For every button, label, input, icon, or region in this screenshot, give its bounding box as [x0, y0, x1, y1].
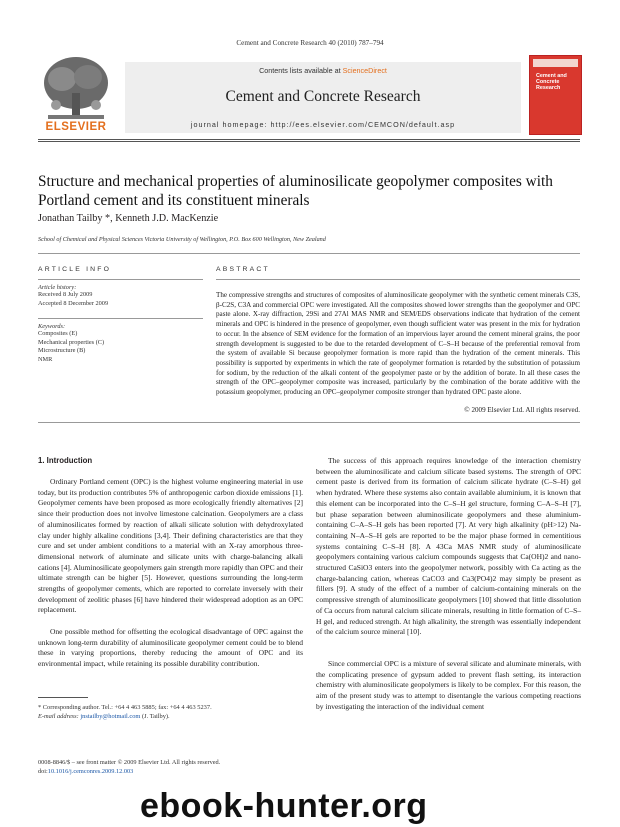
abstract-text: The compressive strengths and structures of composites of aluminosilicate geopolymer with the synthetic cement minerals C3S, β-C2S, C3A and commercial OPC were investigated. All the composites showed lower strengths than the geopolymer and OPC paste alone. X-ray diffraction, 29Si and 27Al MAS NMR and SEM/EDS observations indicate that hydration of the cement minerals and OPC is hindered in the presence of geopolymer, even though sufficient water was present in the mix for hydration to occur. In the absence of SEM evidence for the formation of an impervious layer around the cement mineral grains, the poor strength development is suggested to be due to the retarded development of C–S–H because of the preferential removal from the system of available Si because geopolymer formation is more rapid than the hydration of the cement minerals. This possibility is supported by experiments in which the rate of geopolymer formation is retarded by the substitution of potassium for sodium, by the reduction of the alkali content of the geopolymer paste or by the addition of borate. In all these cases the strength of the OPC–geopolymer composite was increased, particularly by the combination of the borate additive with the potassium geopolymer, producing an OPC–geopolymer composite stronger than hydrated OPC paste alone.	[216, 291, 580, 397]
doi-line	[38, 768, 220, 777]
right-paragraph-1: The success of this approach requires knowledge of the interaction chemistry between the aluminosilicate and calcium silicate based systems. The strength of OPC cement paste is derived from its formation of calcium silicate hydrate (C–S–H) gel when hydrated. Where these systems also contain available aluminium, it is known that this element can be incorporated into the C–S–H gel structure, forming C–A–S–H [7], but phase separation between aluminosilicate geopolymers and these aluminium-containing C–A–S–H gels has been reported [7]. At very high alkalinity (pH>12) Na-containing N–A–S–H gels are reported to be the major phase formed in cementitious systems containing C–S–H [8]. A 43Ca MAS NMR study of aluminosilicate geopolymers containing various calcium compounds suggests that Ca(OH)2 and nano-structured CaSiO3 enters into the geopolymer network, possibly with Ca acting as the charge-balancing cation, whereas CaCO3 and Ca3(PO4)2 may simply be present as fillers [9]. A study of the effect of a number of calcium-containing minerals on the compressive strength of aluminosilicate geopolymers [10] showed that little dissolution of Ca occurs from natural calcium silicate minerals, resulting in little formation of C–S–H gel, and reduced strength. At high alkalinity, the strength was essentially independent of the calcium source mineral [10].	[316, 456, 581, 637]
article-title: Structure and mechanical properties of aluminosilicate geopolymer composites with Portland cement and its constituent minerals	[38, 173, 553, 209]
article-info-rule	[38, 279, 203, 280]
intro-paragraph-1: Ordinary Portland cement (OPC) is the highest volume engineering material in use today, but its production contributes 5% of anthropogenic carbon dioxide emissions [1]. Geopolymer cements have been proposed as more ecologically friendly alternatives [2] since their production does not involve limestone calcination. Geopolymers are a class of aluminosilicates formed by reaction of alkali silicate solution with dehydroxylated clay under highly alkaline conditions [3,4]. Their defining characteristics are that they cure and set under ambient conditions to a material with an X-ray amorphous three-dimensional network of aluminate and silicate units with charge-balancing alkali cations [4]. Aluminosilicate geopolymers gain strength more rapidly than OPC and their ultimate strength can be higher [5]. However, questions surrounding the long-term strengths of geopolymer cements, which are reported to correlate inversely with their development of zeolitic phases [6] have hindered their widespread adoption as an OPC replacement.	[38, 477, 303, 615]
keyword-item: NMR	[38, 355, 53, 363]
contents-line	[125, 66, 521, 75]
email-label: E-mail address:	[38, 713, 81, 720]
abstract-rule	[216, 279, 580, 280]
history-label: Article history:	[38, 284, 77, 291]
elsevier-wordmark: ELSEVIER	[45, 121, 107, 133]
header-rule-top	[38, 139, 580, 140]
abstract-heading: ABSTRACT	[216, 266, 270, 273]
front-matter-notice: 0008-8846/$ – see front matter © 2009 Elsevier Ltd. All rights reserved.	[38, 759, 221, 766]
contents-prefix: Contents lists available at	[259, 66, 343, 75]
accepted-date: Accepted 8 December 2009	[38, 299, 109, 307]
received-date: Received 8 July 2009	[38, 291, 93, 298]
issn-line	[38, 759, 220, 776]
journal-title: Cement and Concrete Research	[225, 88, 421, 105]
article-history	[38, 284, 203, 308]
corresponding-author-footnote	[38, 703, 303, 721]
article-authors: Jonathan Tailby *, Kenneth J.D. MacKenzie	[38, 213, 219, 224]
intro-paragraph-2: One possible method for offsetting the ecological disadvantage of OPC against the unknown long-term durability of aluminosilicate geopolymer cement could be to blend these in varying proportions, thereby reducing the amount of OPC and its environmental impact, while retaining its possible durability contribution.	[38, 627, 303, 669]
cover-band	[533, 59, 578, 67]
doi-link[interactable]: 10.1016/j.cemconres.2009.12.003	[47, 767, 134, 775]
doi-prefix: doi:	[38, 767, 48, 775]
keywords-block	[38, 323, 203, 364]
email-suffix: (J. Tailby).	[140, 713, 170, 720]
journal-homepage[interactable]: journal homepage: http://ees.elsevier.com/CEMCON/default.asp	[190, 120, 456, 129]
header-rule-bottom	[38, 141, 580, 142]
journal-citation: Cement and Concrete Research 40 (2010) 787–794	[236, 39, 384, 47]
keywords-label: Keywords:	[38, 323, 66, 330]
article-info-heading: ARTICLE INFO	[38, 266, 112, 273]
footnote-email-line	[38, 712, 303, 721]
divider-rule	[38, 253, 580, 254]
copyright-notice: © 2009 Elsevier Ltd. All rights reserved.	[464, 406, 580, 414]
right-paragraph-2: Since commercial OPC is a mixture of several silicate and aluminate minerals, with the complicating presence of gypsum added to prevent flash setting, its interaction chemistry with aluminosilicate geopolymers is likely to be complex. For this reason, the aim of the present study was to attempt to disentangle the various competing reactions by investigating the interaction of the individual cement	[316, 659, 581, 711]
keyword-item: Microstructure (B)	[38, 347, 86, 355]
keyword-item: Composites (E)	[38, 330, 78, 337]
keywords-rule	[38, 318, 203, 319]
watermark-text: ebook-hunter.org	[140, 787, 428, 825]
keyword-item: Mechanical properties (C)	[38, 338, 105, 346]
abstract-bottom-rule	[38, 422, 580, 423]
cover-title: Cement and Concrete Research	[536, 73, 567, 91]
footnote-rule	[38, 697, 88, 698]
author-affiliation: School of Chemical and Physical Sciences Victoria University of Wellington, P.O. Box 600 Wellington, New Zealand	[38, 236, 326, 243]
section-heading-introduction: 1. Introduction	[38, 456, 93, 465]
email-link[interactable]: jnstailby@hotmail.com	[80, 713, 141, 720]
footnote-contact: * Corresponding author. Tel.: +64 4 463 5885; fax: +64 4 463 5237.	[38, 704, 212, 711]
sciencedirect-link[interactable]: ScienceDirect	[342, 66, 387, 75]
journal-cover-image	[529, 55, 582, 135]
